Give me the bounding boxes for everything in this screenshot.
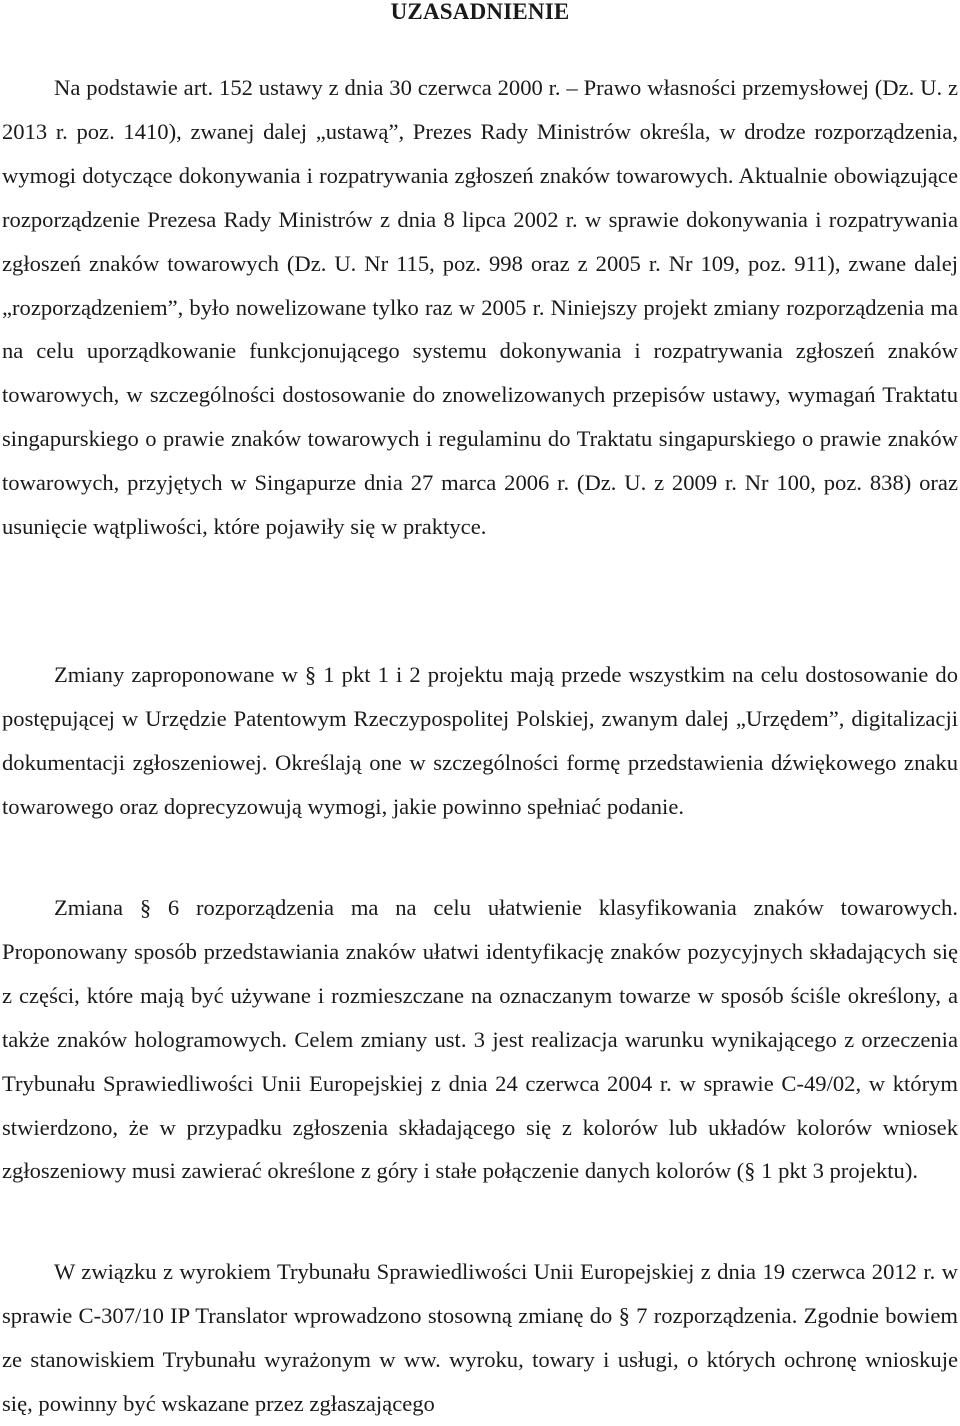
paragraph-3: Zmiana § 6 rozporządzenia ma na celu ułatwienie klasyfikowania znaków towarowych. Proponowany sposób przedstawiania znaków ułatwi identyfikację znaków pozycyjnych składających się z części, które mają być używane i rozmieszczane na oznaczanym towarze w sposób ściśle określony, a także znaków hologramowych. Celem zmiany ust. 3 jest realizacja warunku wynikającego z orzeczenia Trybunału Sprawiedliwości Unii Europejskiej z dnia 24 czerwca 2004 r. w sprawie C-49/02, w którym stwierdzono, że w przypadku zgłoszenia składającego się z kolorów lub układów kolorów wniosek zgłoszeniowy musi zawierać określone z góry i stałe połączenie danych kolorów (§ 1 pkt 3 projektu). xyxy=(2,895,958,1184)
title-wrapper xyxy=(0,0,960,24)
paragraph-4: W związku z wyrokiem Trybunału Sprawiedliwości Unii Europejskiej z dnia 19 czerwca 2012 r. w sprawie C-307/10 IP Translator wprowadzono stosowną zmianę do § 7 rozporządzenia. Zgodnie bowiem ze stanowiskiem Trybunału wyrażonym w ww. wyroku, towary i usługi, o których ochronę wnioskuje się, powinny być wskazane przez zgłaszającego xyxy=(2,1259,958,1416)
paragraph-2: Zmiany zaproponowane w § 1 pkt 1 i 2 projektu mają przede wszystkim na celu dostosowanie do postępującej w Urzędzie Patentowym Rzeczypospolitej Polskiej, zwanym dalej „Urzędem”, digitalizacji dokumentacji zgłoszeniowej. Określają one w szczególności formę przedstawienia dźwiękowego znaku towarowego oraz doprecyzowują wymogi, jakie powinno spełniać podanie. xyxy=(2,662,958,819)
document-title: UZASADNIENIE xyxy=(390,0,570,24)
paragraph-1: Na podstawie art. 152 ustawy z dnia 30 czerwca 2000 r. – Prawo własności przemysłowej (Dz. U. z 2013 r. poz. 1410), zwanej dalej „ustawą”, Prezes Rady Ministrów określa, w drodze rozporządzenia, wymogi dotyczące dokonywania i rozpatrywania zgłoszeń znaków towarowych. Aktualnie obowiązujące rozporządzenie Prezesa Rady Ministrów z dnia 8 lipca 2002 r. w sprawie dokonywania i rozpatrywania zgłoszeń znaków towarowych (Dz. U. Nr 115, poz. 998 oraz z 2005 r. Nr 109, poz. 911), zwane dalej „rozporządzeniem”, było nowelizowane tylko raz w 2005 r. Niniejszy projekt zmiany rozporządzenia ma na celu uporządkowanie funkcjonującego systemu dokonywania i rozpatrywania zgłoszeń znaków towarowych, w szczególności dostosowanie do znowelizowanych przepisów ustawy, wymagań Traktatu singapurskiego o prawie znaków towarowych i regulaminu do Traktatu singapurskiego o prawie znaków towarowych, przyjętych w Singapurze dnia 27 marca 2006 r. (Dz. U. z 2009 r. Nr 100, poz. 838) oraz usunięcie wątpliwości, które pojawiły się w praktyce. xyxy=(2,75,958,540)
